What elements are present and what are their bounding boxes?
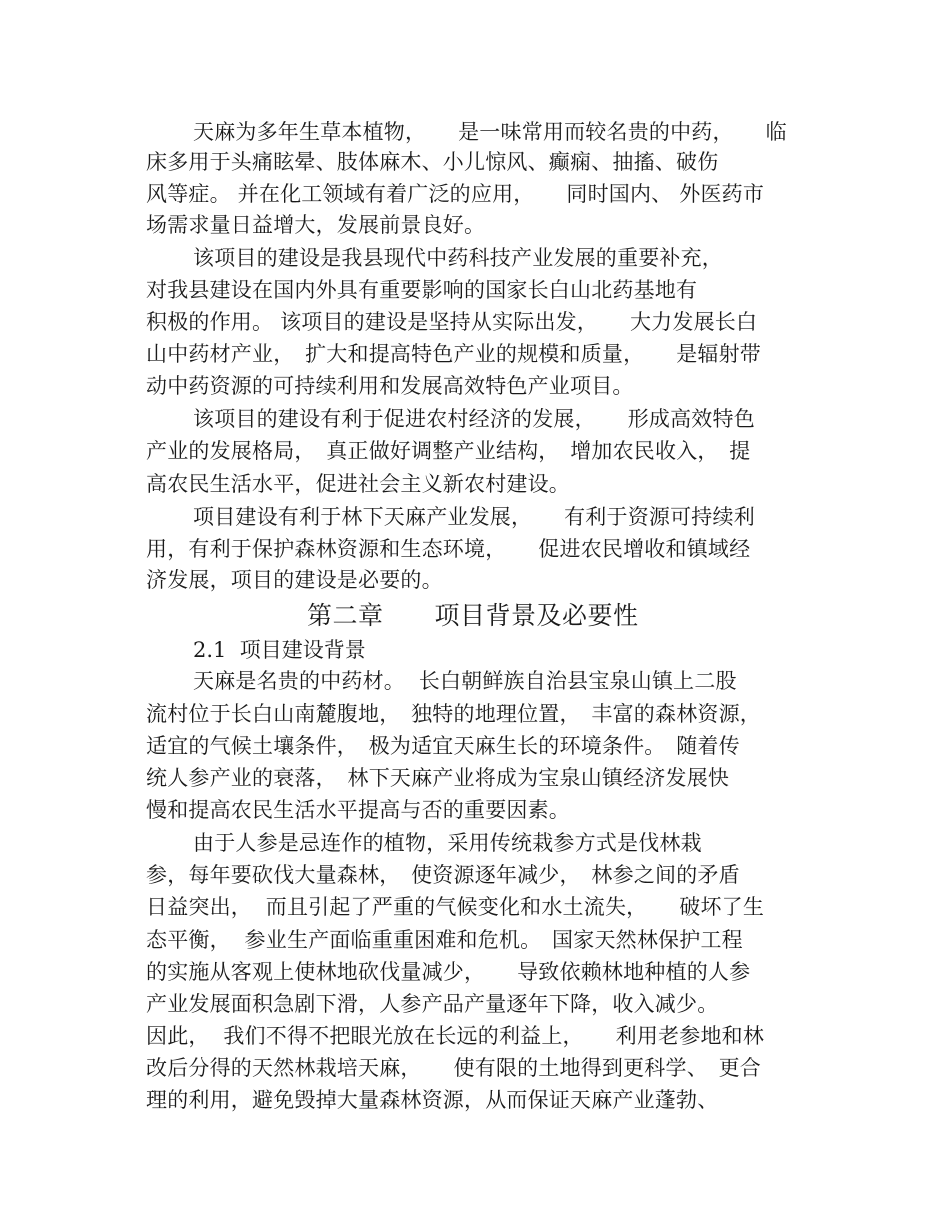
paragraph-line: 天麻是名贵的中药材。 长白朝鲜族自治县宝泉山镇上二股 <box>193 669 737 693</box>
paragraph-line: 动中药资源的可持续利用和发展高效特色产业项目。 <box>146 374 634 398</box>
paragraph-line: 积极的作用。 该项目的建设是坚持从实际出发， 大力发展长白 <box>146 310 758 334</box>
paragraph-line: 理的利用，避免毁掉大量森林资源，从而保证天麻产业蓬勃、 <box>146 1088 719 1112</box>
paragraph-line: 统人参产业的衰落， 林下天麻产业将成为宝泉山镇经济发展快 <box>146 766 730 790</box>
paragraph-line: 流村位于长白山南麓腹地， 独特的地理位置， 丰富的森林资源， <box>146 702 761 726</box>
paragraph-line: 改后分得的天然林栽培天麻， 使有限的土地得到更科学、 更合 <box>146 1056 761 1080</box>
paragraph-line: 天麻为多年生草本植物， 是一味常用而较名贵的中药， 临 <box>193 120 787 144</box>
paragraph-line: 参，每年要砍伐大量森林， 使资源逐年减少， 林参之间的矛盾 <box>146 863 740 887</box>
paragraph-line: 日益突出， 而且引起了严重的气候变化和水土流失， 破坏了生 <box>146 895 765 919</box>
paragraph-line: 场需求量日益增大，发展前景良好。 <box>146 213 486 237</box>
paragraph-line: 适宜的气候土壤条件， 极为适宜天麻生长的环境条件。 随着传 <box>146 734 740 758</box>
paragraph-line: 产业发展面积急剧下滑，人参产品产量逐年下降，收入减少。 <box>146 992 719 1016</box>
paragraph-line: 用，有利于保护森林资源和生态环境， 促进农民增收和镇域经 <box>146 537 751 561</box>
paragraph-line: 该项目的建设有利于促进农村经济的发展， 形成高效特色 <box>193 407 755 431</box>
paragraph-line: 由于人参是忌连作的植物，采用传统栽参方式是伐林栽 <box>193 831 702 855</box>
paragraph-line: 产业的发展格局， 真正做好调整产业结构， 增加农民收入， 提 <box>146 439 751 463</box>
paragraph-line: 对我县建设在国内外具有重要影响的国家长白山北药基地有 <box>146 278 698 302</box>
section-title: 2.1 项目建设背景 <box>193 638 366 662</box>
paragraph-line: 的实施从客观上使林地砍伐量减少， 导致依赖林地种植的人参 <box>146 960 751 984</box>
paragraph-line: 床多用于头痛眩晕、肢体麻木、小儿惊风、癫痫、抽搐、破伤 <box>146 150 719 174</box>
chapter-title: 第二章 项目背景及必要性 <box>307 601 639 630</box>
paragraph-line: 态平衡， 参业生产面临重重困难和危机。 国家天然林保护工程 <box>146 928 743 952</box>
paragraph-line: 高农民生活水平，促进社会主义新农村建设。 <box>146 472 570 496</box>
paragraph-line: 项目建设有利于林下天麻产业发展， 有利于资源可持续利 <box>193 505 755 529</box>
paragraph-line: 因此， 我们不得不把眼光放在长远的利益上， 利用老参地和林 <box>146 1024 765 1048</box>
paragraph-line: 风等症。 并在化工领域有着广泛的应用， 同时国内、 外医药市 <box>146 182 765 206</box>
paragraph-line: 慢和提高农民生活水平提高与否的重要因素。 <box>146 798 570 822</box>
paragraph-line: 该项目的建设是我县现代中药科技产业发展的重要补充， <box>193 246 723 270</box>
paragraph-line: 济发展，项目的建设是必要的。 <box>146 568 443 592</box>
paragraph-line: 山中药材产业， 扩大和提高特色产业的规模和质量， 是辐射带 <box>146 342 761 366</box>
